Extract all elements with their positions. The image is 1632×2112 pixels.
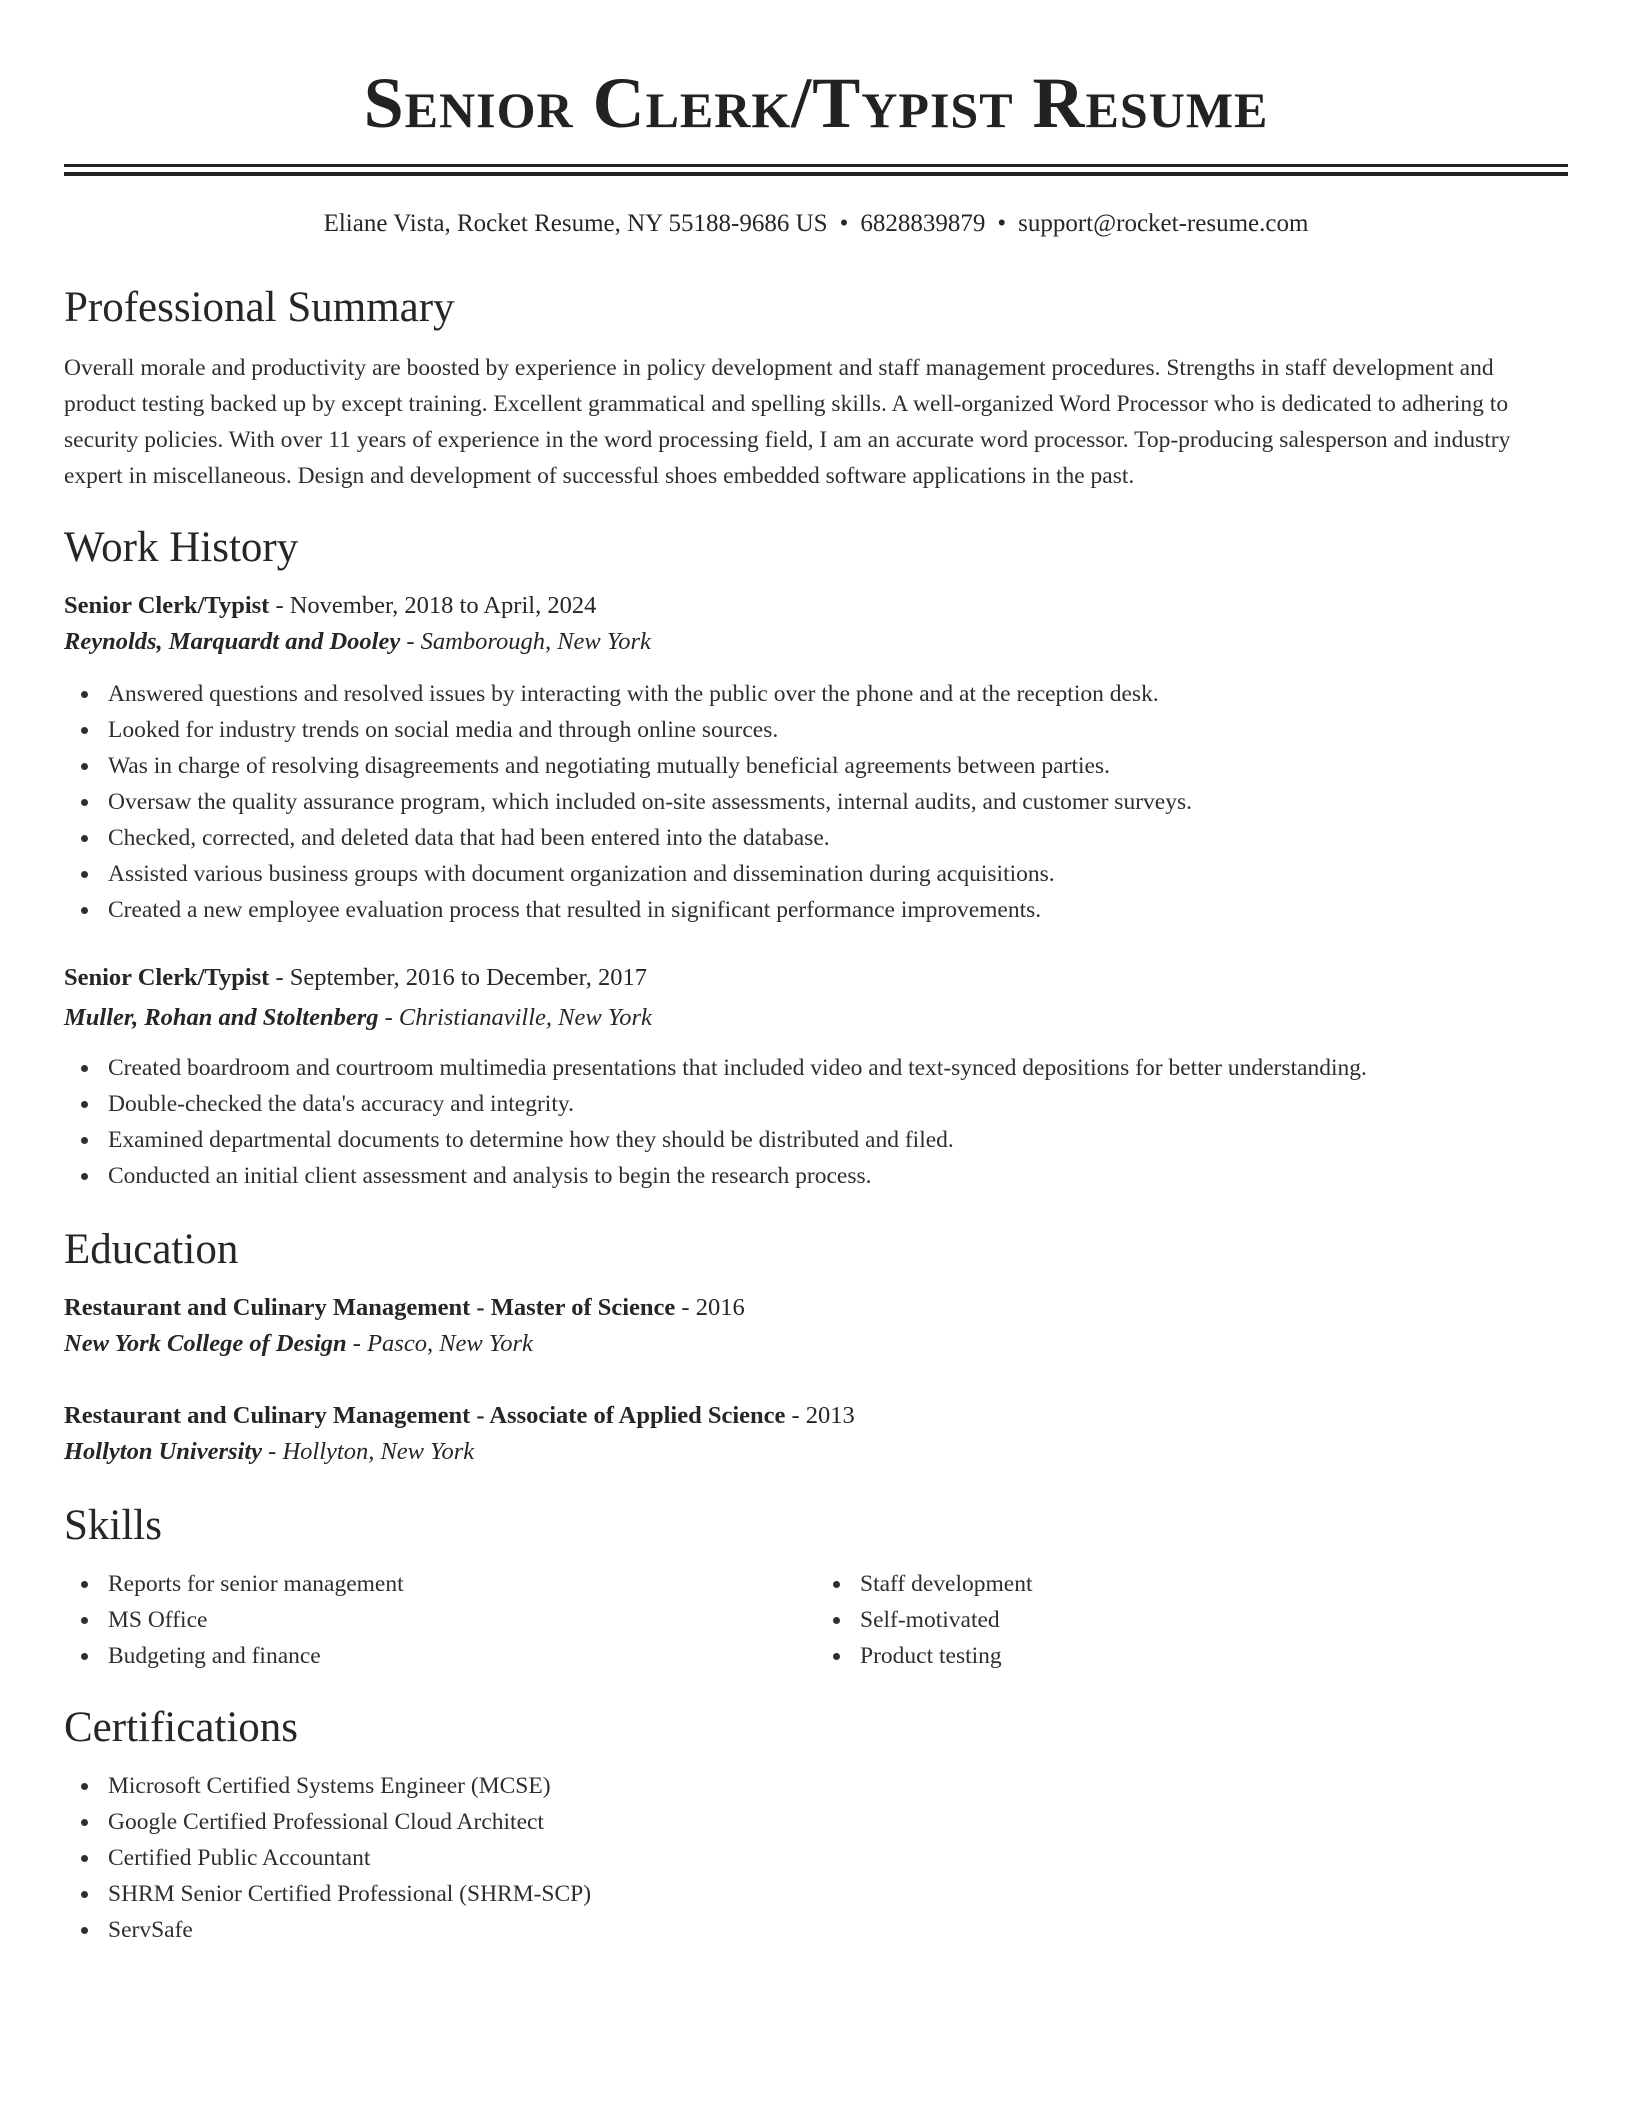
list-item: Staff development (860, 1566, 1568, 1602)
education-location: - Hollyton, New York (262, 1438, 475, 1465)
job-company-line (64, 1000, 1568, 1036)
skills-list-right (816, 1566, 1568, 1674)
list-item: Assisted various business groups with document organization and dissemination during acquisitions. (108, 856, 1568, 892)
contact-phone: 6828839879 (860, 210, 986, 237)
education-school: New York College of Design (64, 1330, 347, 1357)
contact-line (64, 208, 1568, 240)
list-item: Google Certified Professional Cloud Architect (108, 1804, 1568, 1840)
list-item: MS Office (108, 1602, 816, 1638)
list-item: Reports for senior management (108, 1566, 816, 1602)
title-divider (64, 164, 1568, 176)
list-item: Double-checked the data's accuracy and integrity. (108, 1086, 1568, 1122)
resume-title: Senior Clerk/Typist Resume (363, 63, 1269, 143)
section-heading-work-history: Work History (64, 524, 299, 571)
job-bullet-list (64, 1050, 1568, 1194)
section-heading-certifications: Certifications (64, 1704, 299, 1751)
education-entry (64, 1290, 1568, 1362)
list-item: Product testing (860, 1638, 1568, 1674)
section-heading-summary: Professional Summary (64, 284, 455, 331)
job-location: - Christianaville, New York (378, 1004, 652, 1031)
list-item: Budgeting and finance (108, 1638, 816, 1674)
education-degree-line (64, 1290, 1568, 1326)
education-degree-line (64, 1398, 1568, 1434)
skills-grid (64, 1566, 1568, 1674)
job-location: - Samborough, New York (400, 628, 651, 655)
list-item: Examined departmental documents to determine how they should be distributed and filed. (108, 1122, 1568, 1158)
job-entry (64, 960, 1568, 1194)
job-title: Senior Clerk/Typist (64, 964, 270, 991)
job-dates: - November, 2018 to April, 2024 (269, 592, 597, 619)
list-item: Conducted an initial client assessment and analysis to begin the research process. (108, 1158, 1568, 1194)
skills-list-left (64, 1566, 816, 1674)
list-item: Answered questions and resolved issues by interacting with the public over the phone and at the reception desk. (108, 676, 1568, 712)
list-item: Created boardroom and courtroom multimedia presentations that included video and text-synced depositions for better understanding. (108, 1050, 1568, 1086)
education-entry (64, 1398, 1568, 1470)
education-degree: Restaurant and Culinary Management - Associate of Applied Science (64, 1402, 786, 1429)
education-year: - 2016 (675, 1294, 745, 1321)
job-company-line (64, 624, 1568, 660)
job-entry (64, 588, 1568, 928)
list-item: Oversaw the quality assurance program, which included on-site assessments, internal audits, and customer surveys. (108, 784, 1568, 820)
job-dates: - September, 2016 to December, 2017 (269, 964, 648, 991)
list-item: Certified Public Accountant (108, 1840, 1568, 1876)
education-school-line (64, 1434, 1568, 1470)
contact-email: support@rocket-resume.com (1018, 210, 1309, 237)
list-item: Checked, corrected, and deleted data that had been entered into the database. (108, 820, 1568, 856)
job-title-line (64, 960, 1568, 996)
list-item: Was in charge of resolving disagreements and negotiating mutually beneficial agreements between parties. (108, 748, 1568, 784)
education-location: - Pasco, New York (346, 1330, 533, 1357)
job-company: Muller, Rohan and Stoltenberg (64, 1004, 379, 1031)
job-title: Senior Clerk/Typist (64, 592, 270, 619)
list-item: Looked for industry trends on social media and through online sources. (108, 712, 1568, 748)
contact-address: Eliane Vista, Rocket Resume, NY 55188-9686 US (323, 210, 828, 237)
education-year: - 2013 (785, 1402, 855, 1429)
list-item: Self-motivated (860, 1602, 1568, 1638)
list-item: Created a new employee evaluation process that resulted in significant performance improvements. (108, 892, 1568, 928)
education-degree: Restaurant and Culinary Management - Master of Science (64, 1294, 676, 1321)
summary-paragraph: Overall morale and productivity are boosted by experience in policy development and staff management procedures. Strengths in staff development and product testing backed up by except training. Excellent grammatical and spelling skills. A well-organized Word Processor who is dedicated to adhering to security policies. With over 11 years of experience in the word processing field, I am an accurate word processor. Top-producing salesperson and industry expert in miscellaneous. Design and development of successful shoes embedded software applications in the past. (64, 355, 1511, 489)
section-heading-education: Education (64, 1226, 239, 1273)
contact-separator: • (839, 210, 849, 237)
certifications-list (64, 1768, 1568, 1948)
list-item: ServSafe (108, 1912, 1568, 1948)
list-item: SHRM Senior Certified Professional (SHRM-SCP) (108, 1876, 1568, 1912)
education-school: Hollyton University (64, 1438, 263, 1465)
contact-separator: • (997, 210, 1007, 237)
job-title-line (64, 588, 1568, 624)
list-item: Microsoft Certified Systems Engineer (MCSE) (108, 1768, 1568, 1804)
job-company: Reynolds, Marquardt and Dooley (64, 628, 401, 655)
education-school-line (64, 1326, 1568, 1362)
job-bullet-list (64, 676, 1568, 928)
section-heading-skills: Skills (64, 1502, 162, 1549)
